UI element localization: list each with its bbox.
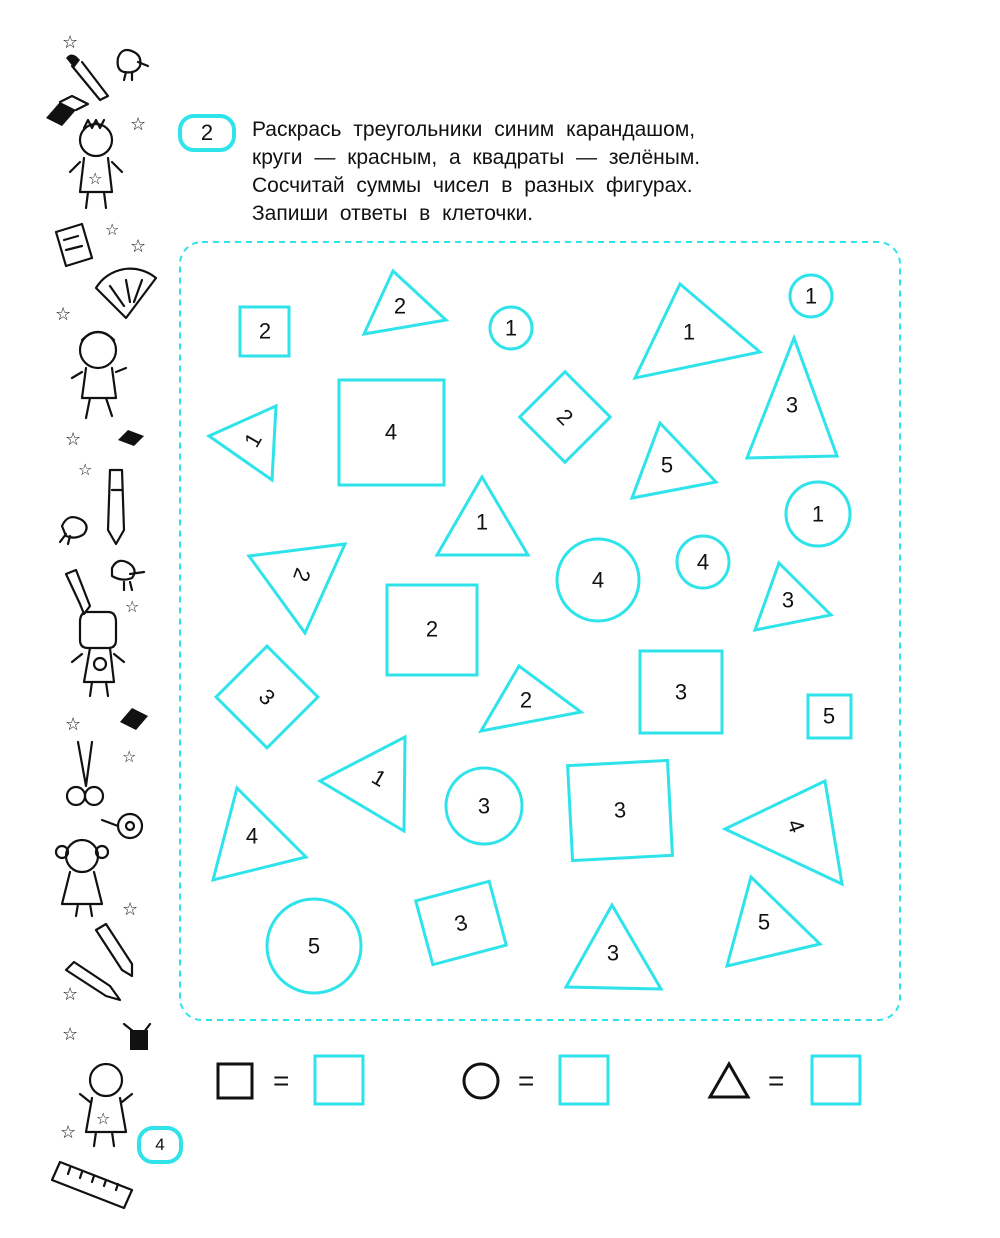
star-icon [130,114,146,135]
child-doodle-icon [80,1064,132,1146]
figure-number: 4 [245,823,259,849]
equals-sign: = [768,1065,785,1096]
figure-number: 1 [504,315,518,341]
sharpener-icon [56,224,92,266]
triangle-figure[interactable] [755,563,831,630]
figure-number: 2 [551,403,579,431]
triangle-figure[interactable] [635,284,760,378]
square-figure[interactable] [568,760,673,860]
svg-text:☆: ☆ [62,32,79,53]
triangle-outline [635,284,760,378]
figure-number: 1 [804,283,818,309]
page-number: 4 [155,1135,165,1154]
figure-number: 2 [519,687,533,713]
pen-icon [108,470,124,544]
figure-number: 4 [696,549,710,575]
eraser-icon [120,708,148,730]
instruction-line: Запиши ответы в клеточки. [252,202,534,225]
triangle-figure[interactable] [437,477,528,555]
instruction-line: Раскрась треугольники синим карандашом, [252,118,696,141]
svg-text:☆: ☆ [62,984,79,1005]
answer-box-triangle[interactable] [812,1056,860,1104]
svg-text:☆: ☆ [65,429,82,450]
svg-text:☆: ☆ [122,747,137,766]
figure-number: 3 [613,797,627,823]
triangle-figure[interactable] [727,877,820,966]
circle-figure[interactable] [677,536,729,588]
triangle-figure[interactable] [481,666,581,731]
svg-text:☆: ☆ [125,597,140,616]
star-icon [55,304,71,325]
figure-number: 2 [425,616,439,642]
activity-frame [180,242,900,1020]
ruler-icon [52,1162,132,1208]
triangle-figure[interactable] [364,271,446,334]
circle-figure[interactable] [786,482,850,546]
figure-number: 2 [258,318,272,344]
star-icon [65,714,81,735]
square-figure[interactable] [640,651,722,733]
square-figure[interactable] [216,646,318,748]
square-figure[interactable] [387,585,477,675]
eraser-icon [118,430,144,446]
triangle-icon [710,1064,748,1097]
triangle-figure[interactable] [566,905,661,989]
instruction-line: Сосчитай суммы чисел в разных фигурах. [252,174,693,197]
binder-clip-icon [124,1024,150,1050]
svg-text:☆: ☆ [130,236,147,257]
figure-number: 4 [384,419,398,445]
svg-text:☆: ☆ [96,1109,111,1128]
svg-text:☆: ☆ [130,114,147,135]
paintbrush-icon [66,54,108,100]
star-icon [125,597,139,616]
circle-figure[interactable] [446,768,522,844]
triangle-outline [725,781,842,884]
svg-text:☆: ☆ [88,169,103,188]
answer-box-circle[interactable] [560,1056,608,1104]
triangle-outline [727,877,820,966]
figure-number: 5 [822,703,836,729]
triangle-outline [213,788,306,880]
figure-number: 3 [477,793,491,819]
scissors-icon [67,742,103,805]
star-icon [122,899,138,920]
figure-number: 3 [785,392,799,418]
shapes-layer [209,271,851,993]
child-doodle-icon [56,840,108,916]
task-number: 2 [200,120,214,145]
bird-icon [118,50,148,80]
equals-sign: = [518,1065,535,1096]
figure-number: 1 [239,428,267,452]
figure-number: 3 [674,679,688,705]
triangle-outline [249,544,345,633]
svg-text:☆: ☆ [55,304,72,325]
circle-figure[interactable] [557,539,639,621]
star-icon [62,32,78,53]
triangle-outline [320,737,405,831]
triangle-figure[interactable] [249,544,345,633]
star-icon [130,236,146,257]
answer-row [218,1056,860,1104]
tape-icon [102,814,142,838]
square-figure[interactable] [240,307,289,356]
equals-sign: = [273,1065,290,1096]
figure-number: 5 [757,909,771,935]
figure-number: 4 [591,567,605,593]
instruction-line: круги — красным, а квадраты — зелёным. [252,146,701,169]
figure-number: 1 [682,319,696,345]
doodle-border [46,32,156,1208]
square-figure[interactable] [416,881,506,964]
star-icon [105,220,119,239]
figure-number: 2 [393,293,407,319]
square-figure[interactable] [808,695,851,738]
figure-number: 5 [660,452,674,478]
child-doodle-icon [72,332,126,418]
figure-number: 1 [367,764,391,792]
figure-number: 2 [288,564,316,586]
figure-number: 5 [307,933,321,959]
triangle-figure[interactable] [632,423,716,498]
circle-figure[interactable] [267,899,361,993]
figure-number: 3 [451,909,471,937]
star-icon [122,747,136,766]
star-icon [62,1024,78,1045]
bird-icon [112,561,144,590]
figure-number: 3 [606,940,620,966]
circle-icon [464,1064,498,1098]
circle-figure[interactable] [490,307,532,349]
svg-text:☆: ☆ [78,460,93,479]
figure-number: 4 [782,815,810,837]
pen-icon [96,924,132,976]
pencil-icon [66,570,90,614]
star-icon [78,460,92,479]
figure-number: 1 [811,501,825,527]
figure-number: 3 [253,683,281,711]
triangle-figure[interactable] [725,781,842,884]
square-figure[interactable] [339,380,444,485]
bird-icon [60,517,87,544]
circle-figure[interactable] [790,275,832,317]
triangle-figure[interactable] [320,737,405,831]
protractor-icon [96,269,156,318]
page-number-badge [137,1126,183,1164]
star-icon [62,984,78,1005]
svg-text:☆: ☆ [65,714,82,735]
triangle-outline [632,423,716,498]
star-icon [65,429,81,450]
answer-box-square[interactable] [315,1056,363,1104]
square-icon [218,1064,252,1098]
triangle-figure[interactable] [209,406,276,480]
svg-text:☆: ☆ [62,1024,79,1045]
svg-text:☆: ☆ [122,899,139,920]
figure-number: 3 [781,587,795,613]
triangle-figure[interactable] [213,788,306,880]
triangle-outline [209,406,276,480]
star-icon [60,1122,76,1143]
child-doodle-icon [70,120,122,208]
square-figure[interactable] [520,372,611,463]
eraser-icon [46,96,88,126]
triangle-figure[interactable] [747,338,837,458]
figure-number: 1 [475,509,489,535]
child-doodle-icon [72,612,124,696]
svg-text:☆: ☆ [60,1122,77,1143]
svg-text:☆: ☆ [105,220,120,239]
